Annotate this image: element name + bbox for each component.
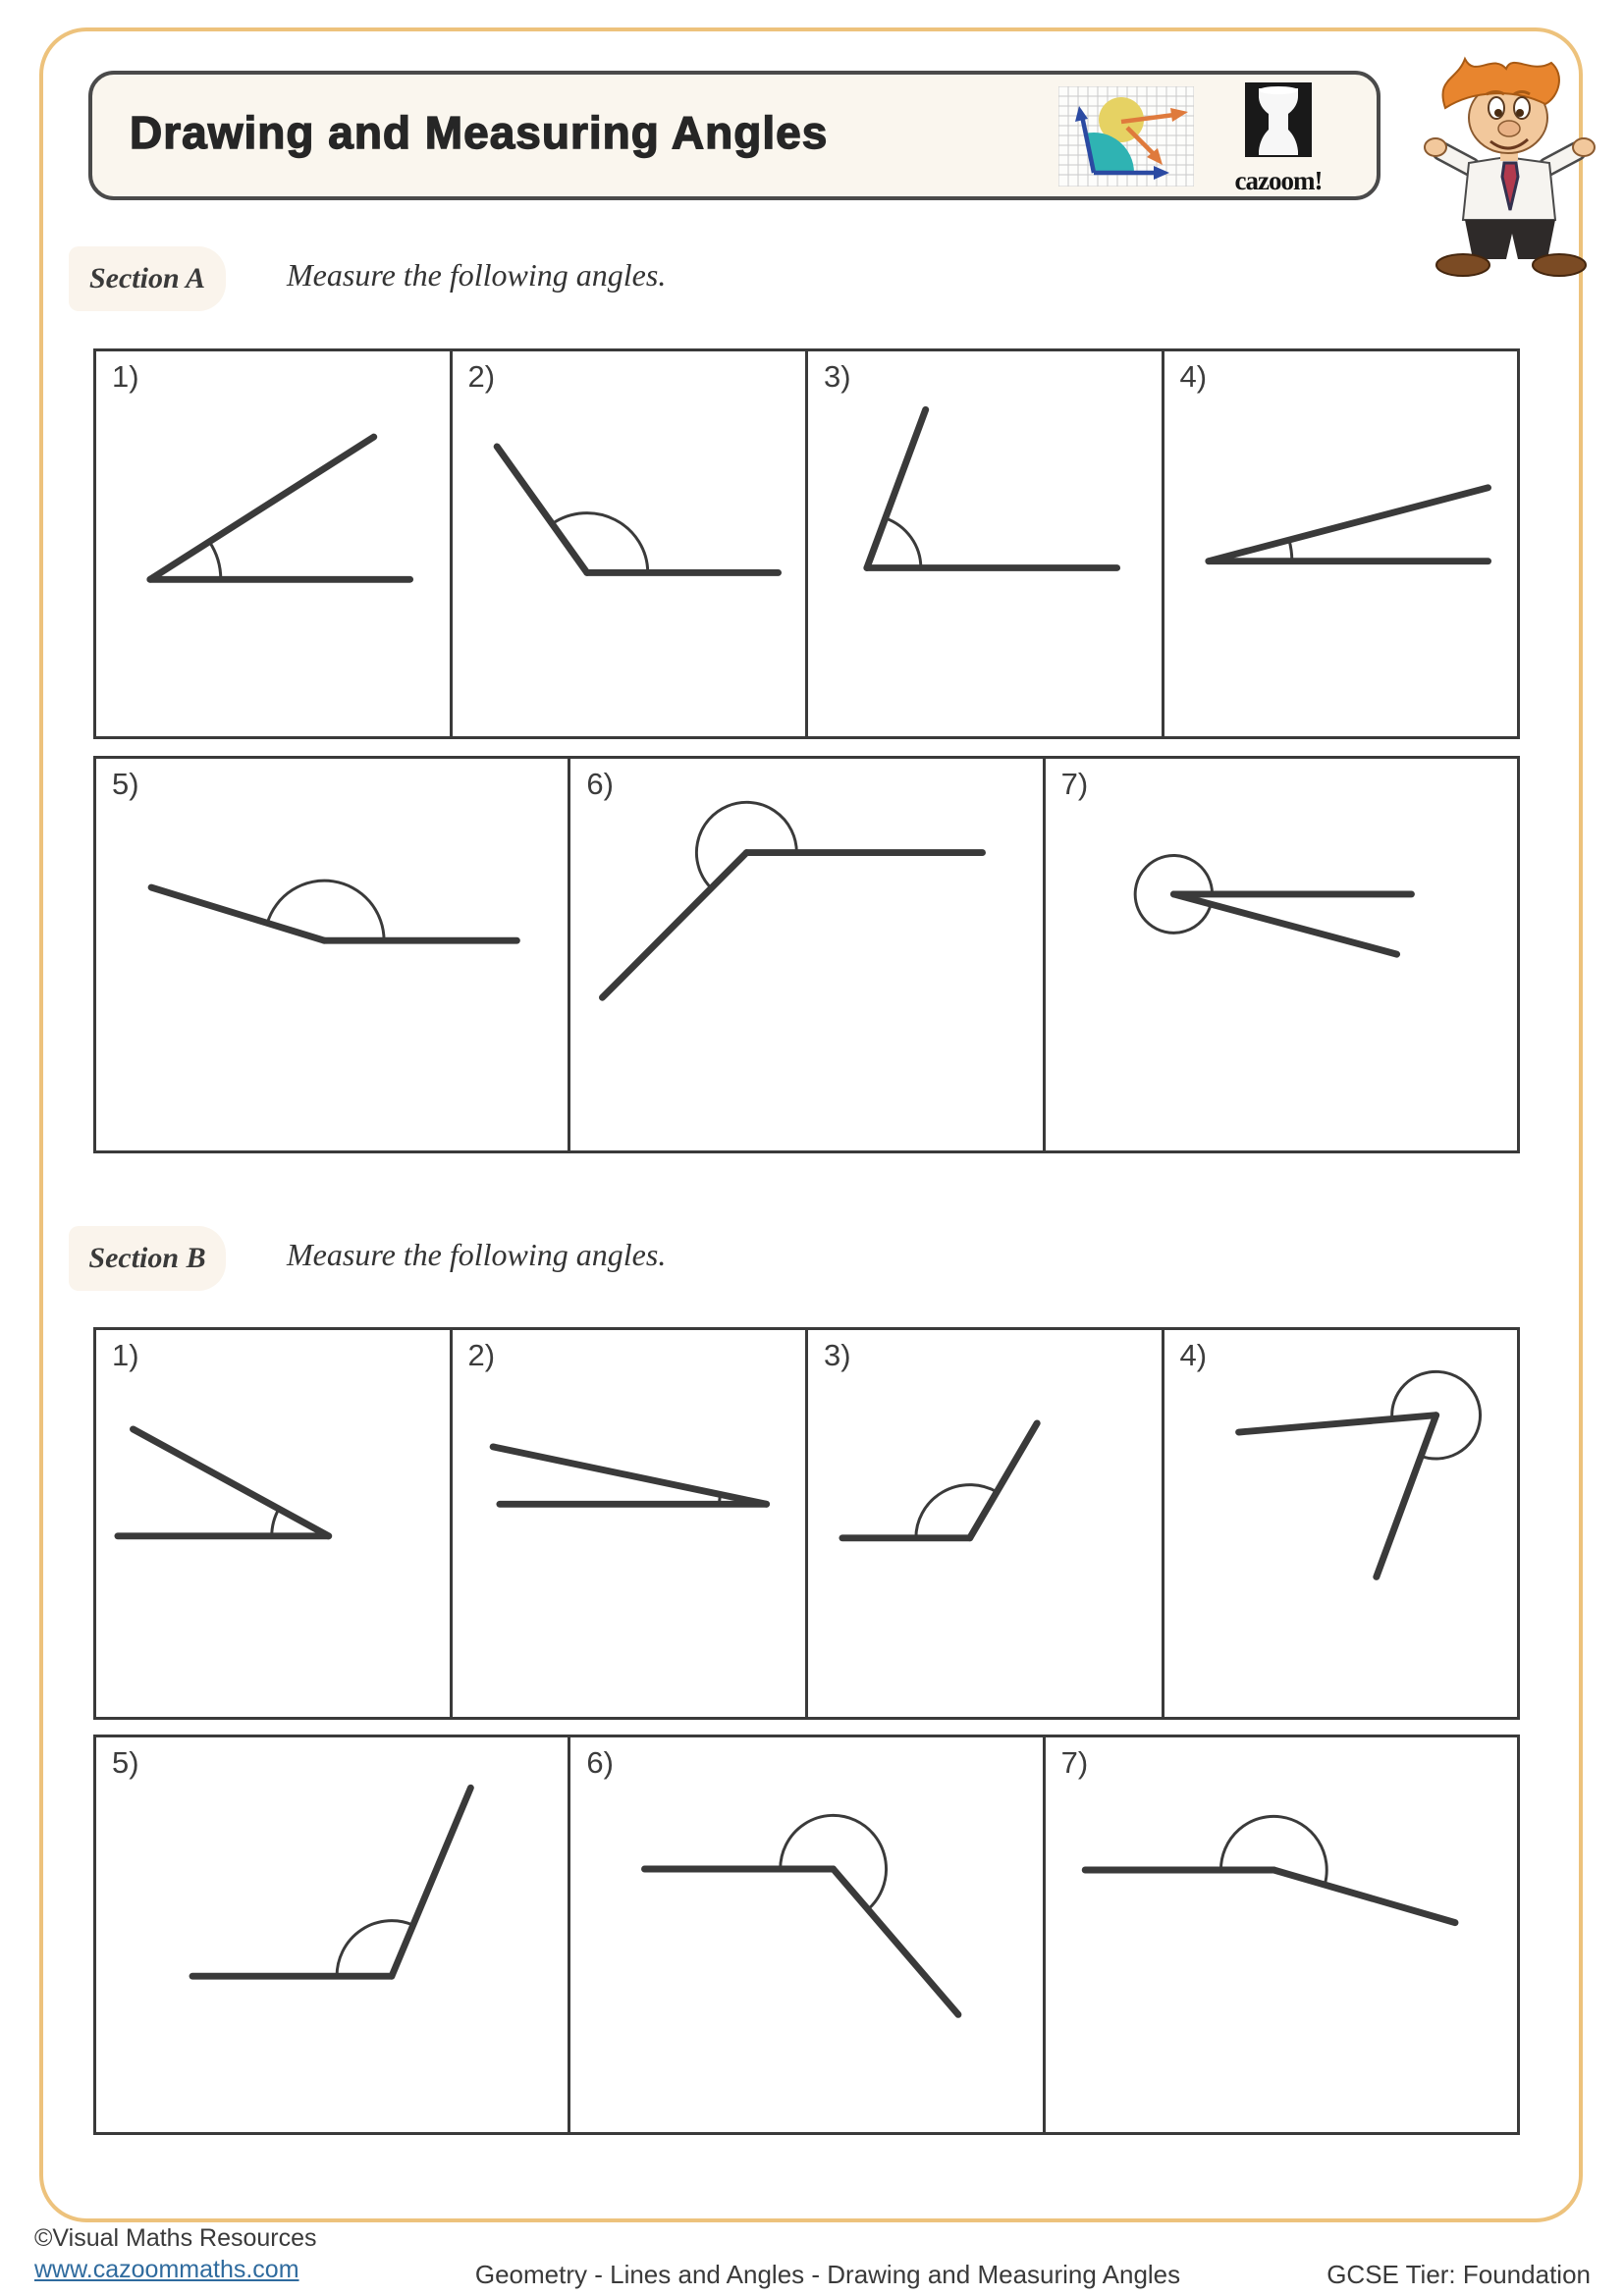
copyright-text: ©Visual Maths Resources (34, 2224, 317, 2252)
problem-number: 3) (824, 1338, 851, 1372)
angle-problem-box (1162, 1327, 1521, 1720)
angle-problem-box (805, 1327, 1164, 1720)
angle-diagram (96, 1330, 450, 1717)
angle-problem-box (1043, 756, 1520, 1153)
section-a-row-1 (93, 348, 1520, 739)
page-title: Drawing and Measuring Angles (130, 107, 829, 158)
section-b-label-text: Section B (88, 1242, 206, 1274)
section-a-row-2 (93, 756, 1520, 1153)
website-link[interactable]: www.cazoommaths.com (34, 2256, 299, 2283)
angle-problem-box (93, 756, 570, 1153)
footer-tier-text: GCSE Tier: Foundation (1326, 2260, 1591, 2289)
section-a-label-text: Section A (88, 262, 206, 294)
angle-problem-box (805, 348, 1164, 739)
angle-diagram (96, 351, 450, 736)
section-a-label (69, 246, 226, 311)
angle-diagram (96, 1737, 568, 2132)
cazoom-logo (1219, 82, 1337, 196)
problem-number: 7) (1060, 767, 1089, 801)
problem-number: 7) (1060, 1745, 1089, 1780)
angle-grid-logo-icon (1058, 86, 1194, 187)
problem-number: 1) (112, 359, 139, 394)
problem-number: 4) (1179, 1338, 1208, 1372)
angle-diagram (570, 759, 1042, 1150)
footer-topic-text: Geometry - Lines and Angles - Drawing and Measuring Angles (474, 2260, 1181, 2289)
section-b-label (69, 1226, 226, 1291)
angle-diagram (570, 1737, 1042, 2132)
angle-problem-box (93, 348, 453, 739)
section-a-instruction: Measure the following angles. (287, 257, 667, 293)
angle-diagram (1164, 351, 1518, 736)
angle-diagram (1164, 1330, 1518, 1717)
cazoom-drum-icon (1219, 82, 1337, 161)
problem-number: 5) (112, 767, 139, 801)
angle-problem-box (568, 756, 1045, 1153)
angle-diagram (1046, 1737, 1517, 2132)
angle-diagram (808, 351, 1162, 736)
angle-problem-box (450, 348, 809, 739)
problem-number: 4) (1179, 359, 1208, 394)
angle-diagram (1046, 759, 1517, 1150)
angle-diagram (96, 759, 568, 1150)
problem-number: 6) (586, 1745, 614, 1780)
section-b-instruction: Measure the following angles. (287, 1237, 667, 1272)
angle-diagram (808, 1330, 1162, 1717)
teacher-mascot-icon (1412, 45, 1608, 279)
cazoom-logo-text: cazoom! (1234, 166, 1323, 195)
problem-number: 3) (824, 359, 851, 394)
angle-problem-box (1043, 1735, 1520, 2135)
angle-diagram (453, 1330, 806, 1717)
problem-number: 6) (586, 767, 614, 801)
angle-diagram (453, 351, 806, 736)
angle-problem-box (93, 1735, 570, 2135)
angle-problem-box (1162, 348, 1521, 739)
section-b-row-2 (93, 1735, 1520, 2135)
problem-number: 5) (112, 1745, 139, 1780)
problem-number: 2) (467, 1338, 496, 1372)
problem-number: 2) (467, 359, 496, 394)
section-b-row-1 (93, 1327, 1520, 1720)
angle-problem-box (93, 1327, 453, 1720)
angle-problem-box (450, 1327, 809, 1720)
angle-problem-box (568, 1735, 1045, 2135)
problem-number: 1) (112, 1338, 139, 1372)
